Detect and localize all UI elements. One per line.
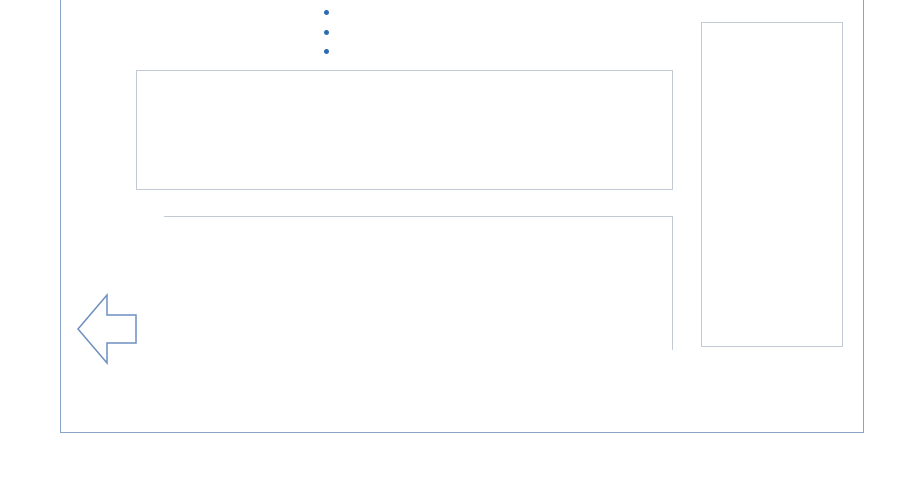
floor-4-line (324, 43, 337, 63)
entrance-arrow-icon (76, 293, 138, 365)
bullet-icon (324, 10, 329, 15)
floor-2-3-line (324, 24, 337, 44)
bullet-icon (324, 49, 329, 54)
right-lot-column (701, 22, 843, 347)
floor-description-list (324, 4, 337, 63)
bottom-lot-row (164, 216, 673, 350)
top-lot-row (136, 70, 673, 190)
floor-1-line (324, 4, 337, 24)
bullet-icon (324, 30, 329, 35)
